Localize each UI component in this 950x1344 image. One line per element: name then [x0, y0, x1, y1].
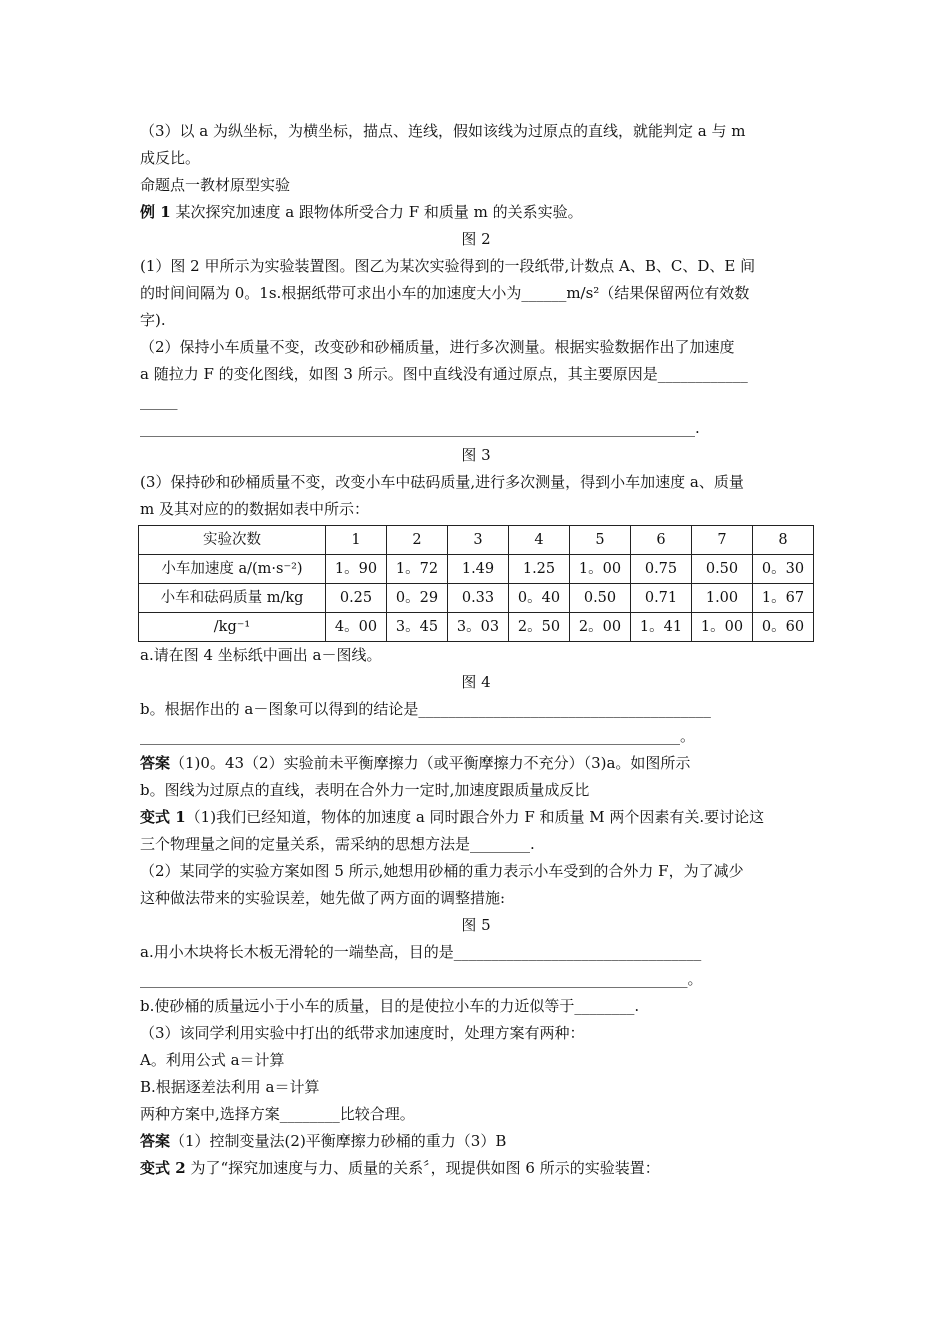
blank-line: ________________________________________________________________________。 — [140, 727, 696, 745]
document-page — [140, 118, 812, 1182]
figure-caption: 图 5 — [461, 916, 491, 934]
figure-caption: 图 4 — [461, 673, 491, 691]
table-cell: 0。30 — [753, 555, 814, 584]
table-cell: 小车加速度 a/(m·s⁻²) — [139, 555, 326, 584]
table-cell: 8 — [753, 526, 814, 555]
text-line: 这种做法带来的实验误差，她先做了两方面的调整措施: — [140, 889, 506, 907]
example-text: 某次探究加速度 a 跟物体所受合力 F 和质量 m 的关系实验。 — [170, 203, 583, 221]
table-cell: 3。45 — [387, 613, 448, 642]
figure-caption: 图 2 — [461, 230, 491, 248]
answer-text: （1）控制变量法(2)平衡摩擦力砂桶的重力（3）B — [170, 1132, 507, 1150]
variant-1 — [140, 804, 812, 831]
text-line: (1）图 2 甲所示为实验装置图。图乙为某次实验得到的一段纸带,计数点 A、B、C、D、E 间 — [140, 257, 756, 275]
table-cell: 0.50 — [692, 555, 753, 584]
text-line: 两种方案中,选择方案________比较合理。 — [140, 1105, 415, 1123]
table-cell: 1.49 — [448, 555, 509, 584]
example-label: 例 1 — [140, 203, 171, 221]
table-row — [139, 613, 814, 642]
table-cell: 0。40 — [509, 584, 570, 613]
table-cell: 2。00 — [570, 613, 631, 642]
table-cell: 实验次数 — [139, 526, 326, 555]
table-cell: 1。90 — [326, 555, 387, 584]
table-cell: 0。29 — [387, 584, 448, 613]
text-line: m 及其对应的的数据如表中所示： — [140, 500, 369, 518]
variant-label: 变式 2 — [140, 1159, 186, 1177]
variant-text: （1)我们已经知道，物体的加速度 a 同时跟合外力 F 和质量 M 两个因素有关.要讨论这 — [185, 808, 765, 826]
blank-line: __________________________________________________________________________. — [140, 419, 700, 437]
example-1 — [140, 199, 812, 226]
table-row — [139, 584, 814, 613]
answer-label: 答案 — [140, 1132, 171, 1150]
text-line: b。图线为过原点的直线，表明在合外力一定时,加速度跟质量成反比 — [140, 781, 590, 799]
table-cell: 2 — [387, 526, 448, 555]
blank-line: _________________________________________________________________________。 — [140, 970, 703, 988]
table-cell: 1 — [326, 526, 387, 555]
answer-2 — [140, 1128, 812, 1155]
table-header-row — [139, 526, 814, 555]
answer-text: （1)0。43（2）实验前未平衡摩擦力（或平衡摩擦力不充分）（3)a。如图所示 — [170, 754, 691, 772]
text-line: a.用小木块将长木板无滑轮的一端垫高，目的是_________________________________ — [140, 943, 702, 961]
table-cell: 1。41 — [631, 613, 692, 642]
table-cell: 6 — [631, 526, 692, 555]
table-cell: 0.71 — [631, 584, 692, 613]
section-heading: 命题点一教材原型实验 — [140, 176, 291, 194]
table-row — [139, 555, 814, 584]
text-line: （2）某同学的实验方案如图 5 所示,她想用砂桶的重力表示小车受到的合外力 F，为了减少 — [140, 862, 744, 880]
table-cell: 0.50 — [570, 584, 631, 613]
variant-text: 为了“探究加速度与力、质量的关系〞，现提供如图 6 所示的实验装置： — [185, 1159, 660, 1177]
text-line: 三个物理量之间的定量关系，需采纳的思想方法是________. — [140, 835, 535, 853]
table-cell: 4。00 — [326, 613, 387, 642]
text-line: （3）该同学利用实验中打出的纸带求加速度时，处理方案有两种： — [140, 1024, 585, 1042]
table-cell: 小车和砝码质量 m/kg — [139, 584, 326, 613]
table-cell: 3 — [448, 526, 509, 555]
table-cell: 5 — [570, 526, 631, 555]
table-cell: /kg⁻¹ — [139, 613, 326, 642]
table-cell: 1。00 — [692, 613, 753, 642]
data-table — [138, 525, 814, 642]
table-cell: 1。67 — [753, 584, 814, 613]
text-line: 成反比。 — [140, 149, 201, 167]
table-cell: 1.25 — [509, 555, 570, 584]
table-cell: 2。50 — [509, 613, 570, 642]
table-cell: 1.00 — [692, 584, 753, 613]
text-line: a.请在图 4 坐标纸中画出 a－图线。 — [140, 646, 382, 664]
answer-1 — [140, 750, 812, 777]
text-line: B.根据逐差法利用 a＝计算 — [140, 1078, 320, 1096]
text-line: (3）保持砂和砂桶质量不变，改变小车中砝码质量,进行多次测量，得到小车加速度 a、质量 — [140, 473, 744, 491]
table-cell: 7 — [692, 526, 753, 555]
table-cell: 3。03 — [448, 613, 509, 642]
text-line: b。根据作出的 a－图象可以得到的结论是_______________________________________ — [140, 700, 711, 718]
table-cell: 1。72 — [387, 555, 448, 584]
text-line: A。利用公式 a＝计算 — [140, 1051, 285, 1069]
text-line: a 随拉力 F 的变化图线，如图 3 所示。图中直线没有通过原点，其主要原因是____________ — [140, 365, 748, 383]
table-cell: 0.33 — [448, 584, 509, 613]
figure-caption: 图 3 — [461, 446, 491, 464]
table-cell: 4 — [509, 526, 570, 555]
table-cell: 0.25 — [326, 584, 387, 613]
text-line: b.使砂桶的质量远小于小车的质量，目的是使拉小车的力近似等于________. — [140, 997, 640, 1015]
text-line: 的时间间隔为 0。1s.根据纸带可求出小车的加速度大小为______m/s²（结果保留两位有效数 — [140, 284, 750, 302]
variant-2 — [140, 1155, 812, 1182]
table-cell: 0.75 — [631, 555, 692, 584]
blank-line: _____ — [140, 392, 178, 410]
table-cell: 1。00 — [570, 555, 631, 584]
text-line: 字). — [140, 311, 166, 329]
answer-label: 答案 — [140, 754, 171, 772]
text-line: （3）以 a 为纵坐标，为横坐标，描点、连线，假如该线为过原点的直线，就能判定 a 与 m — [140, 122, 746, 140]
variant-label: 变式 1 — [140, 808, 186, 826]
text-line: （2）保持小车质量不变，改变砂和砂桶质量，进行多次测量。根据实验数据作出了加速度 — [140, 338, 735, 356]
table-cell: 0。60 — [753, 613, 814, 642]
